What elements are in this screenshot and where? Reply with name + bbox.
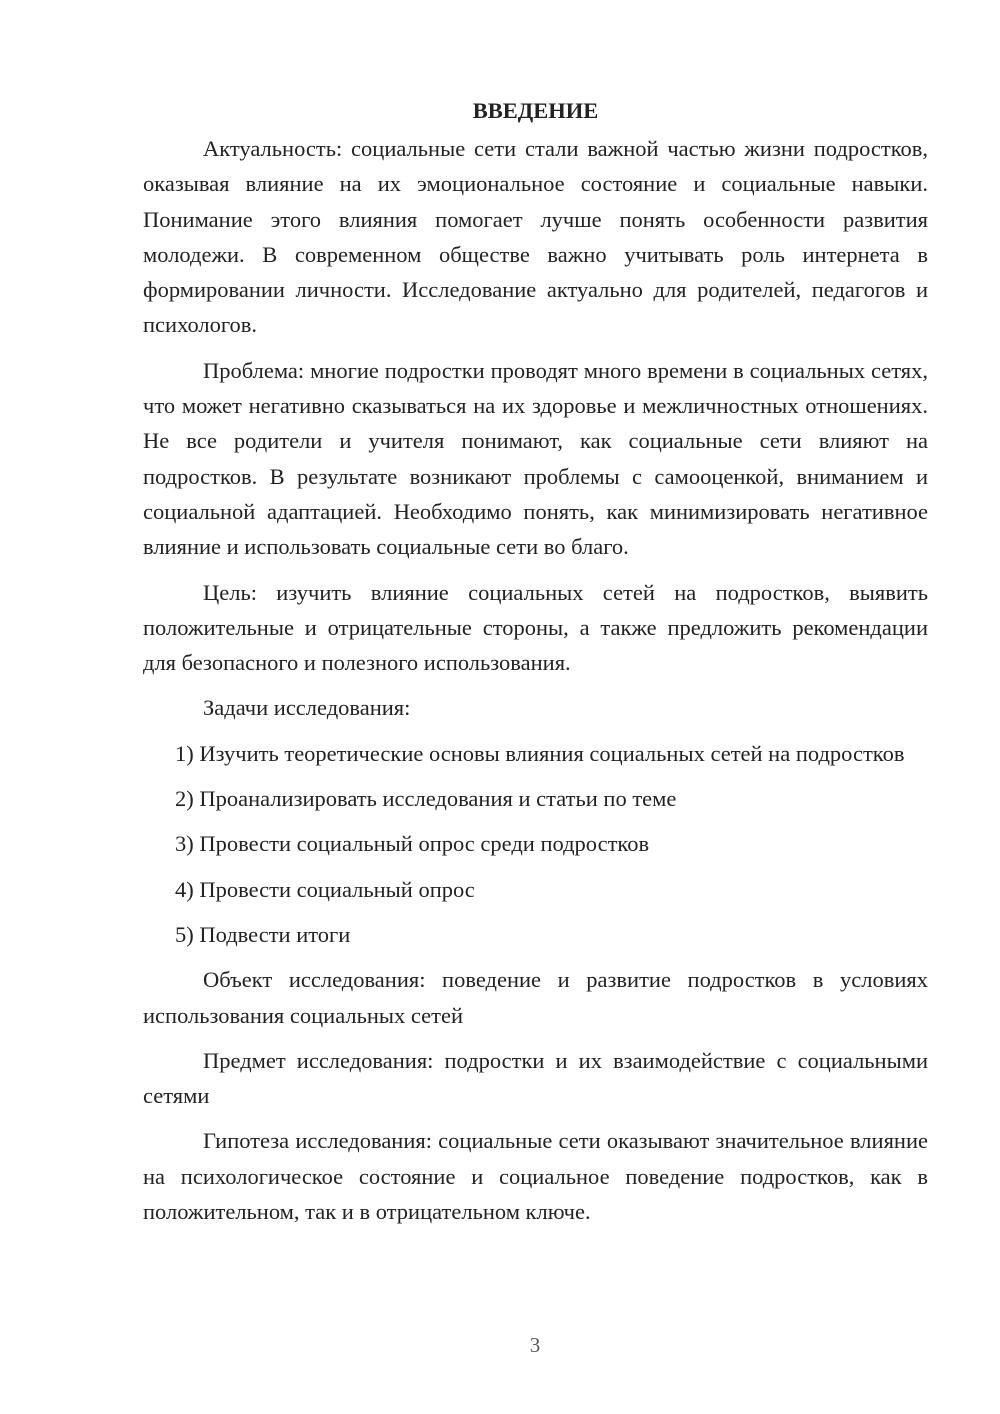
page-number: 3 — [529, 1333, 541, 1357]
task-item-4: 4) Провести социальный опрос — [175, 876, 475, 902]
hypothesis-paragraph: Гипотеза исследования: социальные сети оказывают значительное влияние на психологическое состояние и социальное поведение подростков, как в положительном, так и в отрицательном ключе. — [143, 1128, 928, 1225]
problem-paragraph: Проблема: многие подростки проводят много времени в социальных сетях, что может негативно сказываться на их здоровье и межличностных отношениях. Не все родители и учителя понимают, как социальные сети влияют на подростков. В результате возникают проблемы с самооценкой, вниманием и социальной адаптацией. Необходимо понять, как минимизировать негативное влияние и использовать социальные сети во благо. — [143, 357, 928, 560]
task-item-3: 3) Провести социальный опрос среди подростков — [175, 831, 650, 857]
tasks-heading: Задачи исследования: — [203, 695, 411, 721]
relevance-paragraph: Актуальность: социальные сети стали важной частью жизни подростков, оказывая влияние на их эмоциональное состояние и социальные навыки. Понимание этого влияния помогает лучше понять особенности развития молодежи. В современном обществе важно учитывать роль интернета в формировании личности. Исследование актуально для родителей, педагогов и психологов. — [143, 136, 928, 338]
object-paragraph: Объект исследования: поведение и развитие подростков в условиях использования социальных сетей — [143, 967, 928, 1028]
subject-paragraph: Предмет исследования: подростки и их взаимодействие с социальными сетями — [143, 1047, 928, 1109]
goal-paragraph: Цель: изучить влияние социальных сетей на подростков, выявить положительные и отрицательные стороны, а также предложить рекомендации для безопасного и полезного использования. — [143, 579, 928, 676]
page-heading: ВВЕДЕНИЕ — [472, 98, 599, 123]
page-content — [143, 93, 928, 1229]
task-item-2: 2) Проанализировать исследования и статьи по теме — [175, 786, 677, 812]
task-item-1: 1) Изучить теоретические основы влияния социальных сетей на подростков — [175, 740, 905, 766]
task-item-5: 5) Подвести итоги — [175, 921, 351, 947]
